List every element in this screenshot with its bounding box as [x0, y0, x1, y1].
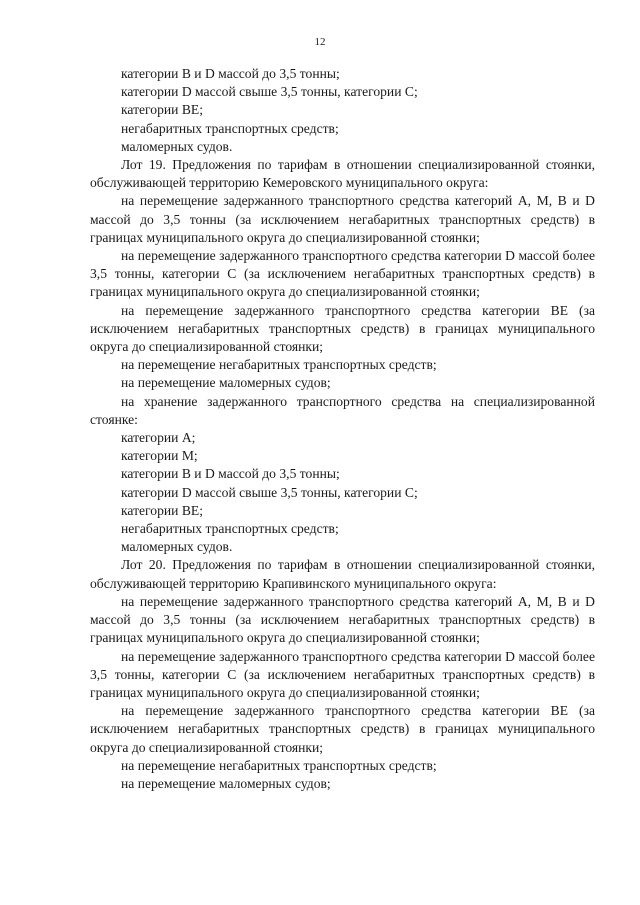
- paragraph: на перемещение задержанного транспортного средства категории BE (за исключением негабаритных транспортных средств) в границах муниципального округа до специализированной стоянки;: [90, 703, 595, 755]
- paragraph: категории M;: [121, 448, 198, 464]
- lot-heading-19: Лот 19. Предложения по тарифам в отношении специализированной стоянки, обслуживающей территорию Кемеровского муниципального округа:: [90, 157, 595, 191]
- paragraph: на перемещение негабаритных транспортных средств;: [121, 757, 437, 773]
- paragraph: на перемещение задержанного транспортного средства категории BE (за исключением негабаритных транспортных средств) в границах муниципального округа до специализированной стоянки;: [90, 302, 595, 355]
- paragraph: на перемещение негабаритных транспортных средств;: [121, 357, 437, 373]
- paragraph: категории BE;: [121, 502, 203, 518]
- page-number: 12: [314, 36, 326, 48]
- paragraph: на перемещение задержанного транспортного средства категории D массой более 3,5 тонны, категории C (за исключением негабаритных транспортных средств) в границах муниципального округа до специализированной стоянки;: [90, 248, 595, 300]
- document-body: [90, 65, 595, 793]
- paragraph: категории A;: [121, 430, 196, 446]
- paragraph: на перемещение задержанного транспортного средства категории D массой более 3,5 тонны, категории C (за исключением негабаритных транспортных средств) в границах муниципального округа до специализированной стоянки;: [90, 648, 595, 700]
- paragraph: на перемещение задержанного транспортного средства категорий A, M, B и D массой до 3,5 тонны (за исключением негабаритных транспортных средств) в границах муниципального округа до специализированной стоянки;: [90, 193, 595, 245]
- paragraph: категории B и D массой до 3,5 тонны;: [121, 66, 340, 81]
- paragraph: категории D массой свыше 3,5 тонны, категории C;: [121, 84, 418, 100]
- paragraph: на перемещение маломерных судов;: [121, 375, 331, 391]
- paragraph: негабаритных транспортных средств;: [121, 120, 339, 136]
- paragraph: негабаритных транспортных средств;: [121, 521, 339, 537]
- paragraph: на перемещение задержанного транспортного средства категорий A, M, B и D массой до 3,5 тонны (за исключением негабаритных транспортных средств) в границах муниципального округа до специализированной стоянки;: [90, 593, 595, 646]
- paragraph: на перемещение маломерных судов;: [121, 775, 331, 791]
- paragraph: маломерных судов.: [121, 138, 233, 154]
- paragraph: категории BE;: [121, 102, 203, 118]
- lot-heading-20: Лот 20. Предложения по тарифам в отношении специализированной стоянки, обслуживающей территорию Крапивинского муниципального округа:: [90, 557, 595, 591]
- paragraph: категории B и D массой до 3,5 тонны;: [121, 466, 340, 482]
- paragraph: категории D массой свыше 3,5 тонны, категории C;: [121, 484, 418, 500]
- paragraph: маломерных судов.: [121, 539, 233, 555]
- paragraph: на хранение задержанного транспортного средства на специализированной стоянке:: [90, 393, 595, 427]
